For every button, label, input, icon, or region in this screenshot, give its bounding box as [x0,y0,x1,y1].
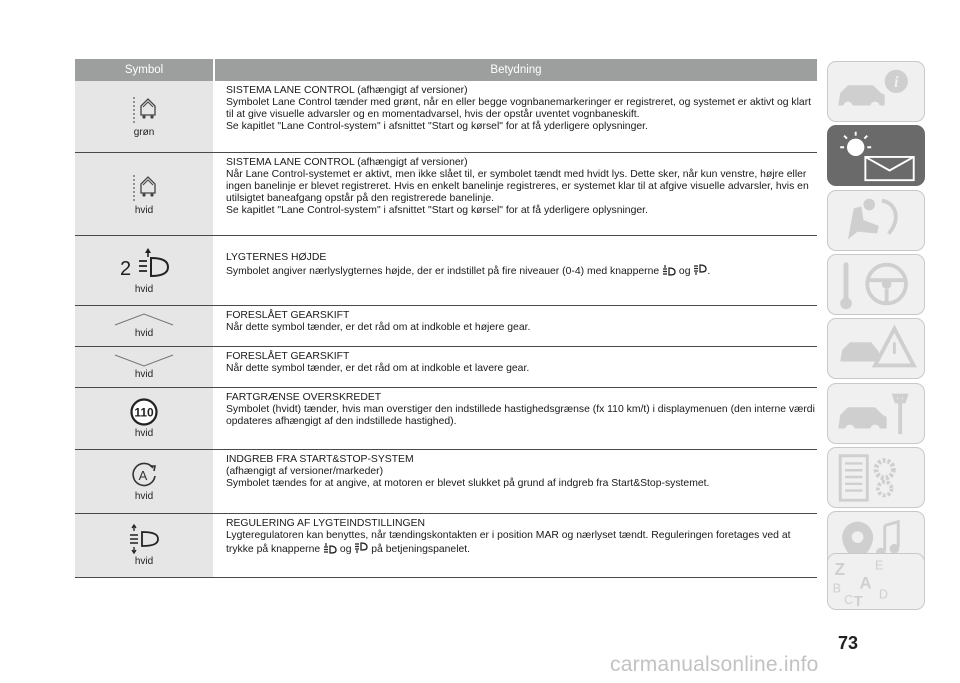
lane-control-icon [131,173,157,203]
row-title: SISTEMA LANE CONTROL (afhængigt af versioner) [226,85,468,96]
chapter-tab-index[interactable] [827,553,925,610]
description-cell [215,450,817,513]
svg-text:B: B [832,581,841,596]
row-title: REGULERING AF LYGTEINDSTILLINGEN [226,518,426,529]
table-row [75,450,817,514]
chapter-tab-technical-data[interactable] [827,447,925,508]
description-cell [215,153,817,235]
row-text: Symbolet tændes for at angive, at motoren er blevet slukket på grund af indgreb fra Start&Stop-systemet. [226,478,710,490]
start-stop-icon [130,461,158,489]
row-text: Se kapitlet "Lane Control-system" i afsnittet "Start og kørsel" for at få yderligere oplysninger. [226,205,648,217]
speed-limit-value: 110 [134,405,154,420]
svg-text:i: i [894,74,899,92]
symbol-color-label: hvid [134,284,154,295]
symbol-cell [75,153,213,235]
table-row [75,153,817,236]
svg-text:Z: Z [834,559,846,580]
symbol-cell [75,236,213,305]
symbol-color-label: grøn [133,127,155,138]
row-text: Symbolet angiver nærlyslygternes højde, der er indstillet på fire niveauer (0-4) med knapperne og . [226,266,711,278]
description-cell [215,236,817,305]
row-title: FARTGRÆNSE OVERSKREDET [226,392,382,403]
row-title: FORESLÅET GEARSKIFT [226,351,350,362]
chapter-tab-warning-lights[interactable] [827,125,925,186]
warning-light-message-icon [828,126,924,185]
table-header [75,59,817,81]
symbol-color-label: hvid [134,369,154,380]
chapter-tab-car-info[interactable] [827,61,925,122]
symbol-color-label: hvid [134,428,154,439]
watermark: carmanualsonline.info [610,653,819,676]
svg-text:E: E [875,558,884,573]
technical-data-icon [828,448,924,507]
chapter-tab-maintenance[interactable] [827,383,925,444]
breakdown-triangle-icon [828,319,924,378]
header-symbol: Symbol [124,64,164,76]
svg-text:T: T [853,594,863,609]
index-icon [828,554,924,609]
lane-control-icon [131,95,157,125]
row-text: Symbolet Lane Control tænder med grønt, når en eller begge vognbanemarkeringer er registreret, og systemet er aktivt og klart til at give visuelle advarsler og en momentadvarsel, hvis der opstår uventet vognbaneskift. [226,97,812,121]
key-steering-wheel-icon [828,255,924,314]
description-cell [215,306,817,346]
table-row [75,306,817,347]
symbol-color-label: hvid [134,328,154,339]
headlight-up-button-icon [662,264,676,276]
description-cell [215,81,817,152]
symbol-color-label: hvid [134,556,154,567]
row-text: (afhængigt af versioner/markeder) [226,466,384,478]
row-text: Lygteregulatoren kan benyttes, når tændingskontakten er i position MAR og nærlyset tændt. Reguleringen foretages ved at trykke på knapperne og på betjeningspanelet. [226,530,791,556]
shift-up-icon [114,313,174,326]
airbag-seat-icon [828,191,924,250]
car-info-icon [828,62,924,121]
description-cell [215,514,817,577]
symbol-cell [75,514,213,577]
headlight-up-button-icon [323,542,337,554]
table-row [75,388,817,450]
header-meaning: Betydning [490,64,542,76]
chapter-tab-safety[interactable] [827,190,925,251]
car-maintenance-icon [828,384,924,443]
headlight-down-button-icon [693,264,707,276]
headlight-down-button-icon [354,542,368,554]
symbol-cell [75,388,213,449]
symbol-color-label: hvid [134,204,154,216]
description-cell [215,347,817,387]
svg-text:D: D [878,587,888,602]
headlight-level-value: 2 [120,258,132,280]
table-row [75,236,817,306]
chapter-tab-starting-driving[interactable] [827,254,925,315]
row-text: Når dette symbol tænder, er det råd om at indkoble et højere gear. [226,322,531,334]
start-stop-letter: A [138,468,148,483]
headlight-level-icon [118,246,170,282]
chapter-tab-emergency[interactable] [827,318,925,379]
headlight-adjust-icon [128,524,160,554]
row-title: LYGTERNES HØJDE [226,252,327,263]
row-text: Når Lane Control-systemet er aktivt, men ikke slået til, er symbolet tændt med hvidt lys. Dette sker, når kun venstre, højre eller ingen banelinje er blevet registreret. Hvis en enkelt banelinje registreres, er systemet klar til at afgive visuelle advarsler, hvis en utilsigtet baneafgang opstår på den registrerede banelinje. [226,169,809,205]
shift-down-icon [114,354,174,367]
page-number: 73 [838,633,859,653]
symbol-cell [75,347,213,387]
symbol-cell [75,450,213,513]
row-text: Når dette symbol tænder, er det råd om at indkoble et lavere gear. [226,363,530,375]
warning-lights-table [75,59,817,578]
description-cell [215,388,817,449]
table-row [75,347,817,388]
row-text: Se kapitlet "Lane Control-system" i afsnittet "Start og kørsel" for at få yderligere oplysninger. [226,121,648,133]
symbol-color-label: hvid [134,491,154,502]
table-row [75,514,817,578]
svg-text:C: C [844,593,854,608]
row-text: Symbolet (hvidt) tænder, hvis man overstiger den indstillede hastighedsgrænse (fx 110 km/t) i displaymenuen (den interne værdi opdateres afhængigt af den indstillede hastighed). [226,404,815,428]
row-title: FORESLÅET GEARSKIFT [226,310,350,321]
svg-text:A: A [859,574,872,593]
table-row [75,81,817,153]
row-title: SISTEMA LANE CONTROL (afhængigt af versioner) [226,157,468,168]
symbol-cell [75,81,213,152]
symbol-cell [75,306,213,346]
speed-limit-icon [130,398,158,426]
row-title: INDGREB FRA START&STOP-SYSTEM [226,454,414,465]
